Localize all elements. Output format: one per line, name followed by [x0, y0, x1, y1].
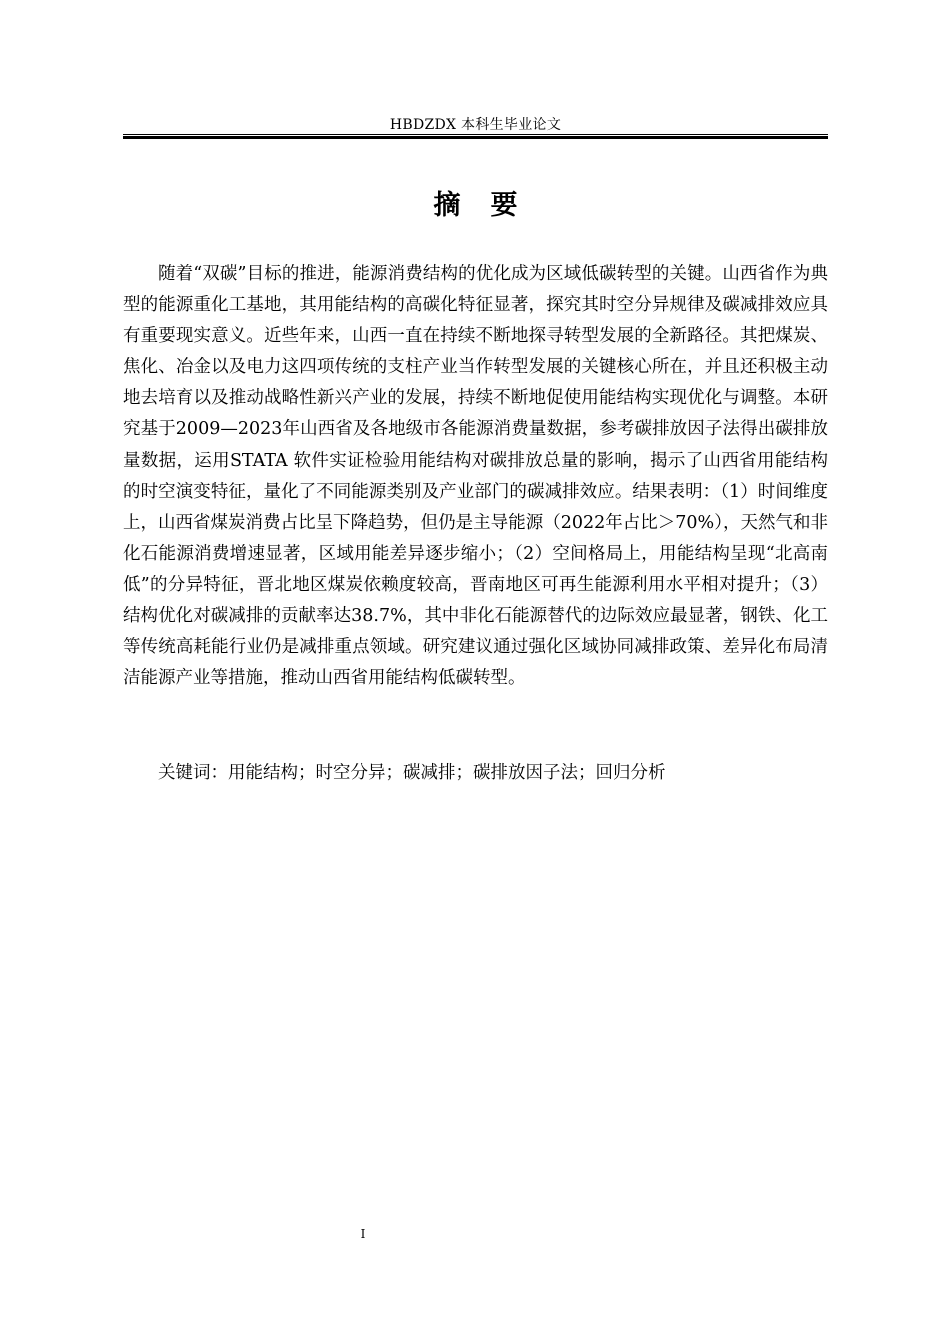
header-rule-thin — [123, 134, 828, 135]
abstract-paragraph: 随着“双碳”目标的推进，能源消费结构的优化成为区域低碳转型的关键。山西省作为典型的能源重化工基地，其用能结构的高碳化特征显著，探究其时空分异规律及碳减排效应具有重要现实意义。近些年来，山西一直在持续不断地探寻转型发展的全新路径。其把煤炭、焦化、冶金以及电力这四项传统的支柱产业当作转型发展的关键核心所在，并且还积极主动地去培育以及推动战略性新兴产业的发展，持续不断地促使用能结构实现优化与调整。本研究基于2009—2023年山西省及各地级市各能源消费量数据，参考碳排放因子法得出碳排放量数据，运用STATA 软件实证检验用能结构对碳排放总量的影响，揭示了山西省用能结构的时空演变特征，量化了不同能源类别及产业部门的碳减排效应。结果表明：（1）时间维度上，山西省煤炭消费占比呈下降趋势，但仍是主导能源（2022年占比＞70%），天然气和非化石能源消费增速显著，区域用能差异逐步缩小；（2）空间格局上，用能结构呈现“北高南低”的分异特征，晋北地区煤炭依赖度较高，晋南地区可再生能源利用水平相对提升；（3）结构优化对碳减排的贡献率达38.7%，其中非化石能源替代的边际效应最显著，钢铁、化工等传统高耗能行业仍是减排重点领域。研究建议通过强化区域协同减排政策、差异化布局清洁能源产业等措施，推动山西省用能结构低碳转型。 — [123, 264, 828, 689]
page-number: I — [360, 1227, 366, 1241]
header-rule-thick — [123, 136, 828, 139]
abstract-title: 摘要 — [433, 190, 548, 221]
running-header: HBDZDX 本科生毕业论文 — [389, 117, 562, 133]
keywords-line: 关键词：用能结构；时空分异；碳减排；碳排放因子法；回归分析 — [158, 763, 666, 783]
